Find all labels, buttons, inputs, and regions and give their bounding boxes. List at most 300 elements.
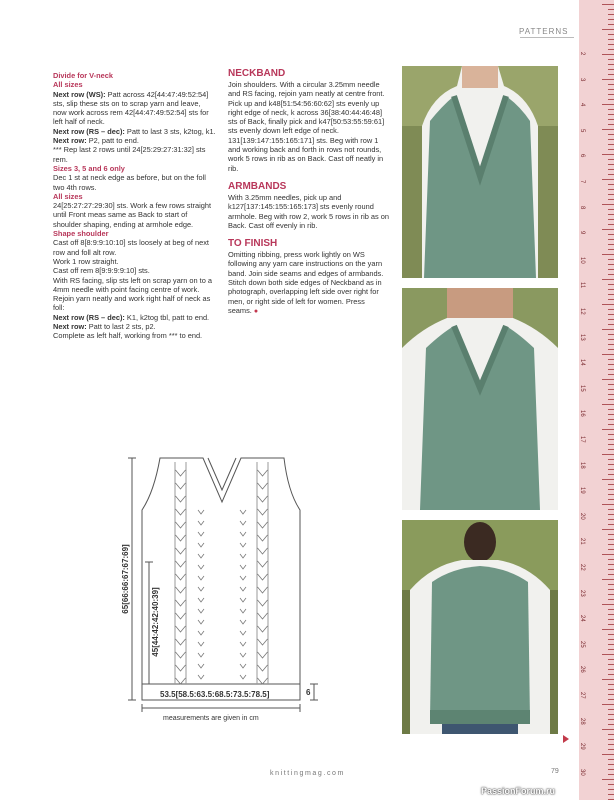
ruler-tick: [608, 344, 614, 345]
cable-chevron: [258, 509, 268, 515]
ruler-tick: [608, 409, 614, 410]
yarn-ball-icon: ●: [253, 307, 259, 315]
cable-chevron: [240, 598, 246, 602]
ruler-tick: [608, 769, 614, 770]
ruler-tick: [608, 599, 614, 600]
ruler-number: 9: [579, 231, 585, 235]
header-rule: [520, 37, 574, 38]
arrow-icon: [563, 735, 569, 743]
instruction-para: *** Rep last 2 rows until 24[25:29:27:31:32] sts rem.: [53, 145, 206, 164]
cable-chevron: [198, 576, 204, 580]
ruler-tick: [608, 614, 614, 615]
instruction-para: With RS facing, slip sts left on scrap yarn on to a 4mm needle with point facing centre of work.: [53, 275, 212, 294]
cable-chevron: [258, 561, 268, 567]
ruler-tick: [608, 699, 614, 700]
cable-chevron: [198, 642, 204, 646]
ruler-tick: [608, 349, 614, 350]
instruction-para: Next row (RS – dec): Patt to last 3 sts, k2tog, k1.: [53, 126, 216, 136]
ruler-tick: [602, 404, 614, 405]
ruler-tick: [608, 64, 614, 65]
ruler-tick: [608, 99, 614, 100]
ruler-tick: [608, 584, 614, 585]
cable-chevron: [258, 522, 268, 528]
ruler-tick: [608, 19, 614, 20]
cable-chevron: [258, 470, 268, 476]
cable-chevron: [198, 565, 204, 569]
ruler-tick: [608, 484, 614, 485]
ruler-tick: [608, 684, 614, 685]
ruler-tick: [608, 89, 614, 90]
cable-chevron: [240, 664, 246, 668]
ruler-tick: [608, 394, 614, 395]
instruction-para: Cast off rem 8[9:9:9:9:10] sts.: [53, 266, 150, 276]
ruler-number: 20: [579, 512, 585, 520]
ruler-tick: [602, 179, 614, 180]
cable-chevron: [176, 548, 186, 554]
ruler-tick: [602, 354, 614, 355]
instruction-para: Next row: P2, patt to end.: [53, 136, 139, 146]
cable-chevron: [198, 532, 204, 536]
ruler-tick: [602, 429, 614, 430]
ruler-tick: [608, 784, 614, 785]
instruction-para: Work 1 row straight.: [53, 256, 119, 266]
ruler-tick: [608, 439, 614, 440]
cable-chevron: [240, 631, 246, 635]
ruler-tick: [608, 674, 614, 675]
ruler-tick: [608, 609, 614, 610]
ruler-tick: [608, 719, 614, 720]
ruler-tick: [608, 384, 614, 385]
ruler-tick: [608, 539, 614, 540]
cable-chevron: [258, 587, 268, 593]
ruler-tick: [602, 154, 614, 155]
cable-chevron: [240, 653, 246, 657]
ruler-tick: [608, 619, 614, 620]
ruler-tick: [608, 114, 614, 115]
cable-chevron: [240, 554, 246, 558]
instruction-para: Next row (RS – dec): K1, k2tog tbl, patt to end.: [53, 312, 210, 322]
ruler-tick: [602, 654, 614, 655]
ruler-tick: [608, 564, 614, 565]
cable-chevron: [176, 613, 186, 619]
ruler-tick: [608, 224, 614, 225]
cable-chevron: [176, 639, 186, 645]
right-column: [228, 68, 390, 316]
ruler-number: 24: [579, 615, 585, 622]
left-column: [53, 71, 216, 341]
instruction-para: Rejoin yarn neatly and work right half of neck as foll:: [53, 294, 211, 313]
armbands-heading: ARMBANDS: [228, 180, 287, 192]
ruler-number: 16: [579, 410, 585, 418]
rib-depth-label: 6: [306, 688, 311, 697]
ruler-tick: [608, 159, 614, 160]
ruler-tick: [608, 189, 614, 190]
ruler-tick: [602, 704, 614, 705]
ruler-tick: [608, 324, 614, 325]
neckband-line: [208, 458, 236, 490]
ruler-number: 12: [579, 308, 585, 315]
neckband-heading: NECKBAND: [228, 68, 286, 79]
ruler-tick: [608, 559, 614, 560]
cable-chevron: [258, 678, 268, 684]
ruler-tick: [608, 299, 614, 300]
height-body-label: 45[44:42:42:40:39]: [151, 587, 160, 657]
ruler-tick: [608, 509, 614, 510]
ruler-number: 19: [579, 487, 585, 494]
ruler-tick: [608, 594, 614, 595]
height-total-label: 65[66:66:67:67:69]: [121, 544, 130, 614]
ruler-tick: [608, 414, 614, 415]
cable-chevron: [258, 496, 268, 502]
armbands-text: With 3.25mm needles, pick up and k127[137:145:155:165:173] sts evenly round armhole. Beg with row 2, work 5 rows in rib as on Back. Cast off evenly in rib.: [228, 192, 390, 230]
instruction-para: Cast off 8[8:9:9:10:10] sts loosely at beg of next row and foll alt row.: [53, 238, 209, 257]
ruler-tick: [608, 744, 614, 745]
ruler-number: 17: [579, 436, 585, 443]
ruler-tick: [602, 554, 614, 555]
vest-outline: [142, 458, 300, 700]
ruler-tick: [608, 639, 614, 640]
ruler-tick: [608, 294, 614, 295]
instruction-para: Next row (WS): Patt across 42[44:47:49:52:54] sts, slip these sts on to scrap yarn and leave, now work across rem 42[44:47:49:52:54] sts for left half of neck.: [53, 89, 209, 127]
ruler-number: 7: [579, 180, 585, 184]
cable-chevron: [198, 631, 204, 635]
cable-chevron: [240, 587, 246, 591]
ruler-tick: [602, 579, 614, 580]
cable-chevron: [240, 576, 246, 580]
cable-chevron: [176, 535, 186, 541]
ruler-number: 10: [579, 256, 585, 264]
cable-chevron: [240, 532, 246, 536]
ruler-tick: [608, 569, 614, 570]
shape-shoulder-heading: Shape shoulder: [53, 229, 109, 239]
cable-chevron: [198, 664, 204, 668]
ruler-tick: [608, 364, 614, 365]
ruler-number: 25: [579, 640, 585, 648]
ruler-strip: [579, 0, 614, 800]
ruler-tick: [608, 689, 614, 690]
ruler-tick: [608, 284, 614, 285]
ruler-tick: [602, 454, 614, 455]
cable-chevron: [258, 626, 268, 632]
ruler-tick: [608, 264, 614, 265]
cable-chevron: [258, 483, 268, 489]
cable-chevron: [176, 522, 186, 528]
cable-chevron: [176, 509, 186, 515]
ruler-tick: [608, 314, 614, 315]
cable-chevron: [258, 665, 268, 671]
ruler-tick: [608, 724, 614, 725]
ruler-tick: [608, 644, 614, 645]
cable-chevron: [176, 574, 186, 580]
ruler-tick: [602, 104, 614, 105]
diagram-caption: measurements are given in cm: [163, 715, 259, 722]
ruler-tick: [608, 119, 614, 120]
ruler-tick: [608, 549, 614, 550]
ruler-tick: [608, 209, 614, 210]
instruction-para: Next row: Patt to last 2 sts, p2.: [53, 322, 156, 332]
ruler-tick: [608, 84, 614, 85]
ruler-tick: [608, 424, 614, 425]
ruler-tick: [602, 254, 614, 255]
ruler-tick: [608, 74, 614, 75]
ruler-number: 27: [579, 692, 585, 699]
ruler-number: 5: [579, 128, 585, 133]
ruler-tick: [608, 289, 614, 290]
ruler-tick: [608, 24, 614, 25]
ruler-tick: [608, 694, 614, 695]
ruler-tick: [608, 219, 614, 220]
cable-chevron: [258, 535, 268, 541]
ruler-tick: [608, 249, 614, 250]
cable-chevron: [176, 652, 186, 658]
cable-chevron: [176, 587, 186, 593]
ruler-number: 22: [579, 564, 585, 571]
ruler-tick: [608, 59, 614, 60]
ruler-tick: [608, 49, 614, 50]
cable-chevron: [240, 521, 246, 525]
cable-chevron: [198, 587, 204, 591]
cable-chevron: [198, 521, 204, 525]
ruler-number: 28: [579, 717, 585, 725]
ruler-tick: [608, 134, 614, 135]
cable-chevron: [176, 561, 186, 567]
ruler-tick: [608, 194, 614, 195]
cable-chevron: [198, 598, 204, 602]
photo-back: [402, 520, 558, 734]
ruler-tick: [608, 624, 614, 625]
instruction-para: 24[25:27:27:29:30] sts. Work a few rows straight until Front meas same as Back to start of shoulder shaping, ending at armhole edge.: [53, 201, 212, 229]
watermark: PassionForum.ru: [481, 786, 556, 796]
ruler-tick: [608, 514, 614, 515]
cable-chevron: [240, 642, 246, 646]
cable-chevron: [198, 510, 204, 514]
ruler-tick: [608, 469, 614, 470]
ruler-tick: [602, 229, 614, 230]
ruler-tick: [608, 464, 614, 465]
ruler-tick: [608, 94, 614, 95]
ruler-number: 13: [579, 333, 585, 341]
ruler-tick: [608, 389, 614, 390]
ruler-tick: [608, 489, 614, 490]
ruler-tick: [608, 739, 614, 740]
ruler-tick: [608, 214, 614, 215]
cable-chevron: [258, 548, 268, 554]
cable-chevron: [258, 613, 268, 619]
ruler-tick: [602, 4, 614, 5]
ruler-tick: [608, 149, 614, 150]
ruler-tick: [608, 759, 614, 760]
ruler-number: 18: [579, 461, 585, 469]
ruler-tick: [608, 444, 614, 445]
ruler-tick: [608, 244, 614, 245]
ruler-tick: [602, 204, 614, 205]
ruler-tick: [602, 54, 614, 55]
neckband-text: Join shoulders. With a circular 3.25mm needle and RS facing, rejoin yarn neatly at centre front. Pick up and k48[51:54:56:60:62] sts evenly up right edge of neck, k across 36[38:40:44:46:48] sts of Back, finally pick and k47[50:53:55:59:61] sts evenly down left edge of neck. 131[139:147:155:165:171] sts. Beg with row 1 and working back and forth in rows not rounds, work 5 rows in rib as on Back. Cast off neatly in rib.: [228, 80, 385, 173]
finish-text: Omitting ribbing, press work lightly on WS following any yarn care instructions on the yarn band. Join side seams and edges of armbands. Stitch down both side edges of Neckband as in photograph, overlapping left side over right for men, or right side of left for women. Press seams. ●: [228, 250, 384, 315]
cable-chevron: [240, 609, 246, 613]
ruler-tick: [608, 39, 614, 40]
ruler-tick: [608, 319, 614, 320]
cable-chevron: [240, 510, 246, 514]
ruler-tick: [608, 174, 614, 175]
ruler-tick: [602, 504, 614, 505]
cable-chevron: [240, 675, 246, 679]
ruler-tick: [602, 29, 614, 30]
cable-chevron: [176, 496, 186, 502]
ruler-tick: [608, 664, 614, 665]
instruction-para: Dec 1 st at neck edge as before, but on the foll two 4th rows.: [53, 173, 206, 192]
ruler-tick: [602, 679, 614, 680]
ruler-tick: [602, 604, 614, 605]
ruler-tick: [608, 574, 614, 575]
cable-chevron: [258, 600, 268, 606]
ruler-tick: [608, 164, 614, 165]
ruler-tick: [608, 449, 614, 450]
ruler-tick: [608, 139, 614, 140]
ruler-tick: [608, 399, 614, 400]
ruler-tick: [602, 304, 614, 305]
ruler-number: 14: [579, 359, 585, 366]
cable-chevron: [176, 600, 186, 606]
cable-chevron: [198, 675, 204, 679]
cable-chevron: [258, 639, 268, 645]
all-sizes-heading: All sizes: [53, 80, 83, 90]
ruler-number: 29: [579, 743, 585, 750]
ruler-tick: [602, 779, 614, 780]
ruler-tick: [608, 764, 614, 765]
ruler-tick: [608, 474, 614, 475]
ruler-number: 23: [579, 589, 585, 597]
ruler-tick: [602, 729, 614, 730]
all-sizes-heading: All sizes: [53, 191, 83, 201]
ruler-tick: [602, 279, 614, 280]
ruler-tick: [608, 69, 614, 70]
cable-chevron: [240, 620, 246, 624]
ruler-tick: [608, 124, 614, 125]
ruler-tick: [608, 14, 614, 15]
ruler-tick: [608, 499, 614, 500]
photo-front-neck: [402, 288, 558, 510]
sizes-heading: Sizes 3, 5 and 6 only: [53, 163, 125, 173]
footer-site: knittingmag.com: [270, 770, 345, 777]
ruler-tick: [608, 494, 614, 495]
cable-chevron: [198, 620, 204, 624]
cable-chevron: [258, 574, 268, 580]
ruler-tick: [602, 79, 614, 80]
page-number: 79: [551, 768, 559, 775]
ruler-number: 6: [579, 154, 585, 158]
instruction-para: Complete as left half, working from *** to end.: [53, 331, 203, 341]
cable-chevron: [176, 665, 186, 671]
cable-chevron: [176, 470, 186, 476]
ruler-tick: [608, 9, 614, 10]
ruler-tick: [608, 734, 614, 735]
cable-chevron: [198, 609, 204, 613]
ruler-number: 15: [579, 384, 585, 392]
cable-chevron: [258, 652, 268, 658]
ruler-tick: [608, 649, 614, 650]
ruler-number: 30: [579, 768, 585, 776]
ruler-tick: [608, 234, 614, 235]
ruler-tick: [602, 754, 614, 755]
photo-front-closeup: [402, 66, 558, 278]
cable-chevron: [198, 554, 204, 558]
ruler-tick: [608, 369, 614, 370]
finish-heading: TO FINISH: [228, 238, 278, 250]
ruler-tick: [608, 339, 614, 340]
divide-heading: Divide for V-neck: [53, 71, 113, 80]
ruler-tick: [608, 184, 614, 185]
ruler-tick: [608, 274, 614, 275]
ruler-tick: [602, 629, 614, 630]
ruler-tick: [602, 379, 614, 380]
cable-chevron: [240, 543, 246, 547]
ruler-tick: [608, 419, 614, 420]
ruler-tick: [608, 534, 614, 535]
ruler-tick: [608, 774, 614, 775]
ruler-tick: [608, 524, 614, 525]
ruler-tick: [608, 144, 614, 145]
ruler-tick: [608, 794, 614, 795]
ruler-tick: [608, 709, 614, 710]
ruler-tick: [608, 309, 614, 310]
ruler-tick: [608, 789, 614, 790]
ruler-tick: [608, 239, 614, 240]
ruler-tick: [608, 544, 614, 545]
ruler-tick: [608, 434, 614, 435]
ruler-number: 2: [579, 52, 585, 56]
ruler-tick: [608, 589, 614, 590]
cable-chevron: [176, 626, 186, 632]
ruler-tick: [608, 169, 614, 170]
cable-chevron: [176, 678, 186, 684]
ruler-number: 4: [579, 103, 585, 107]
ruler-tick: [608, 269, 614, 270]
vest-schematic: [118, 452, 323, 714]
ruler-tick: [602, 129, 614, 130]
ruler-tick: [608, 634, 614, 635]
ruler-tick: [608, 519, 614, 520]
ruler-number: 11: [579, 282, 585, 289]
ruler-tick: [608, 714, 614, 715]
ruler-tick: [608, 44, 614, 45]
ruler-tick: [608, 669, 614, 670]
width-label: 53.5[58.5:63.5:68.5:73.5:78.5]: [160, 690, 270, 699]
section-header: PATTERNS: [519, 27, 569, 36]
ruler-tick: [602, 529, 614, 530]
ruler-tick: [608, 334, 614, 335]
ruler-tick: [608, 374, 614, 375]
ruler-tick: [608, 659, 614, 660]
ruler-number: 26: [579, 666, 585, 674]
cable-chevron: [198, 543, 204, 547]
ruler-tick: [608, 34, 614, 35]
cable-chevron: [240, 565, 246, 569]
ruler-tick: [608, 199, 614, 200]
ruler-number: 21: [579, 538, 585, 546]
cable-chevron: [198, 653, 204, 657]
ruler-tick: [608, 749, 614, 750]
ruler-tick: [608, 459, 614, 460]
ruler-tick: [608, 259, 614, 260]
cable-chevron: [176, 483, 186, 489]
ruler-number: 8: [579, 205, 585, 209]
ruler-tick: [602, 329, 614, 330]
ruler-number: 3: [579, 77, 585, 81]
ruler-tick: [608, 109, 614, 110]
ruler-tick: [602, 479, 614, 480]
ruler-tick: [608, 359, 614, 360]
